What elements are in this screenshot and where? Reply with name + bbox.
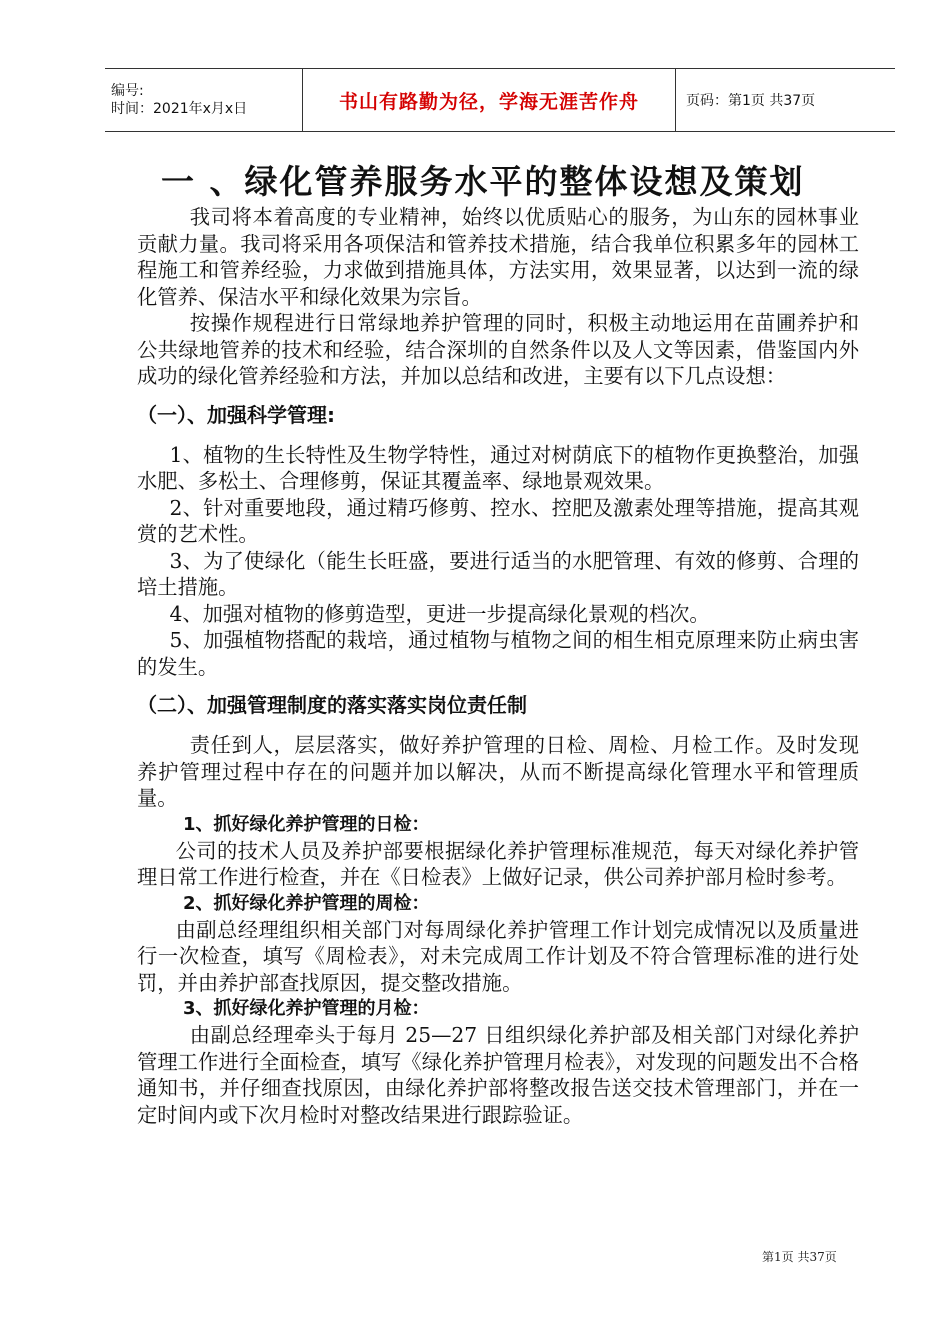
page-header [105, 68, 895, 132]
header-meta [105, 69, 303, 131]
page-footer: 第1页 共37页 [762, 1250, 837, 1264]
time-label: 时间：2021年x月x日 [111, 101, 248, 117]
section-2-intro: 责任到人，层层落实，做好养护管理的日检、周检、月检工作。及时发现养护管理过程中存在的问题并加以解决，从而不断提高绿化管理水平和管理质量。 [137, 733, 859, 810]
subsection-daily-check-text: 公司的技术人员及养护部要根据绿化养护管理标准规范，每天对绿化养护管理日常工作进行检查，并在《日检表》上做好记录，供公司养护部月检时参考。 [137, 838, 859, 889]
header-page-code: 页码：第1页 共37页 [686, 93, 816, 109]
section-1-item-2: 2、针对重要地段，通过精巧修剪、控水、控肥及激素处理等措施，提高其观赏的艺术性。 [137, 495, 859, 546]
document-body [137, 160, 859, 1128]
intro-paragraph-2: 按操作规程进行日常绿地养护管理的同时，积极主动地运用在苗圃养护和公共绿地管养的技术和经验，结合深圳的自然条件以及人文等因素，借鉴国内外成功的绿化管养经验和方法，并加以总结和改进，主要有以下几点设想： [137, 311, 859, 388]
section-2-heading: （二）、加强管理制度的落实落实岗位责任制 [137, 693, 527, 717]
section-1-item-1: 1、植物的生长特性及生物学特性，通过对树荫底下的植物作更换整治，加强水肥、多松土、合理修剪，保证其覆盖率、绿地景观效果。 [137, 442, 859, 493]
subsection-monthly-check-heading: 3、抓好绿化养护管理的月检： [183, 998, 430, 1019]
subsection-weekly-check-heading: 2、抓好绿化养护管理的周检： [183, 892, 430, 914]
subsection-weekly-check-text: 由副总经理组织相关部门对每周绿化养护管理工作计划完成情况以及质量进行一次检查，填写《周检表》，对未完成周工作计划及不符合管理标准的进行处罚，并由养护部查找原因，提交整改措施。 [137, 917, 859, 995]
section-1-item-5: 5、加强植物搭配的栽培，通过植物与植物之间的相生相克原理来防止病虫害的发生。 [137, 628, 859, 679]
subsection-daily-check-heading: 1、抓好绿化养护管理的日检： [183, 813, 430, 835]
section-1-heading: （一）、加强科学管理: [137, 402, 335, 427]
header-slogan: 书山有路勤为径，学海无涯苦作舟 [303, 69, 676, 131]
subsection-monthly-check-text: 由副总经理牵头于每月 25—27 日组织绿化养护部及相关部门对绿化养护管理工作进行全面检查，填写《绿化养护管理月检表》，对发现的问题发出不合格通知书，并仔细查找原因，由绿化养护部将整改报告送交技术管理部门，并在一定时间内或下次月检时对整改结果进行跟踪验证。 [137, 1023, 859, 1127]
section-1-item-4: 4、加强对植物的修剪造型，更进一步提高绿化景观的档次。 [169, 601, 710, 626]
intro-paragraph-1: 我司将本着高度的专业精神，始终以优质贴心的服务，为山东的园林事业贡献力量。我司将采用各项保洁和管养技术措施，结合我单位积累多年的园林工程施工和管养经验，力求做到措施具体，方法实用，效果显著，以达到一流的绿化管养、保洁水平和绿化效果为宗旨。 [137, 205, 859, 309]
section-1-item-3: 3、为了使绿化（能生长旺盛，要进行适当的水肥管理、有效的修剪、合理的培土措施。 [137, 548, 859, 599]
page-title: 一 、绿化管养服务水平的整体设想及策划 [161, 162, 805, 201]
number-label: 编号: [111, 83, 144, 99]
